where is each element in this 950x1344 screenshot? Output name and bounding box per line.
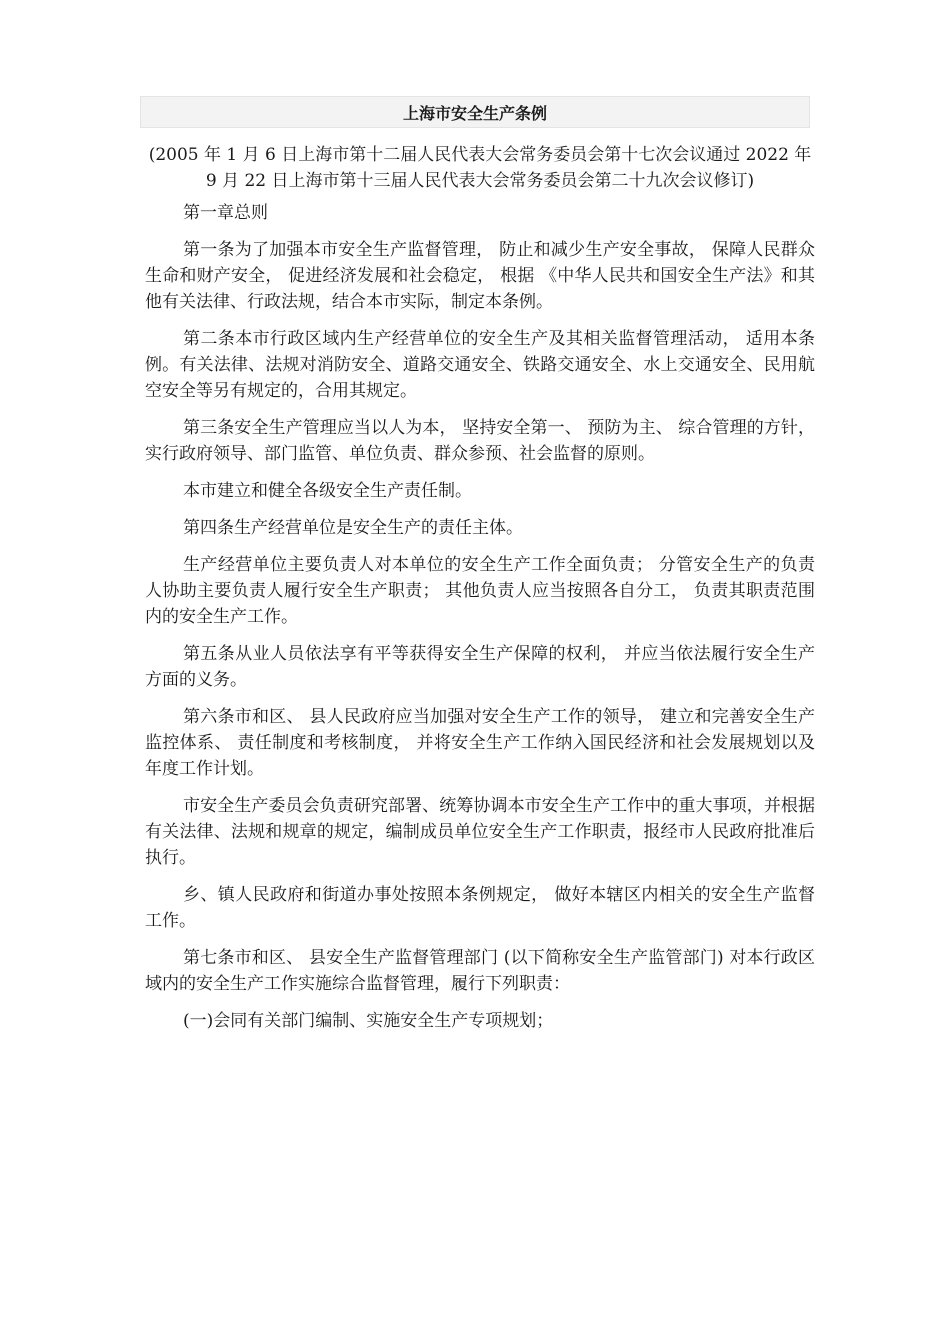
article-paragraph: 第六条市和区、 县人民政府应当加强对安全生产工作的领导， 建立和完善安全生产监控体系、 责任制度和考核制度， 并将安全生产工作纳入国民经济和社会发展规划以及年度工作计划。 (145, 707, 815, 779)
document-body (145, 142, 815, 1045)
article-paragraph: 第七条市和区、 县安全生产监督管理部门 (以下简称安全生产监管部门) 对本行政区域内的安全生产工作实施综合监督管理，履行下列职责： (145, 948, 815, 994)
article-paragraph: 乡、镇人民政府和街道办事处按照本条例规定， 做好本辖区内相关的安全生产监督工作。 (145, 885, 815, 931)
article-paragraph: 第三条安全生产管理应当以人为本， 坚持安全第一、 预防为主、 综合管理的方针，实行政府领导、部门监管、单位负责、群众参预、社会监督的原则。 (145, 418, 815, 464)
document-title-bar (140, 96, 810, 128)
article-paragraph: 第一条为了加强本市安全生产监督管理， 防止和减少生产安全事故， 保障人民群众生命和财产安全， 促进经济发展和社会稳定， 根据 《中华人民共和国安全生产法》和其他有关法律、行政法规，结合本市实际，制定本条例。 (145, 240, 815, 312)
document-title: 上海市安全生产条例 (402, 103, 547, 123)
article-paragraph: 第五条从业人员依法享有平等获得安全生产保障的权利， 并应当依法履行安全生产方面的义务。 (145, 644, 815, 690)
article-paragraph: 第四条生产经营单位是安全生产的责任主体。 (183, 518, 523, 538)
document-preamble: (2005 年 1 月 6 日上海市第十二届人民代表大会常务委员会第十七次会议通过 2022 年 9 月 22 日上海市第十三届人民代表大会常务委员会第二十九次会议修订) (148, 145, 812, 191)
article-paragraph: 本市建立和健全各级安全生产责任制。 (183, 481, 472, 501)
article-paragraph: 生产经营单位主要负责人对本单位的安全生产工作全面负责； 分管安全生产的负责人协助主要负责人履行安全生产职责； 其他负责人应当按照各自分工， 负责其职责范围内的安全生产工作。 (145, 555, 815, 627)
article-paragraph: 第二条本市行政区域内生产经营单位的安全生产及其相关监督管理活动， 适用本条例。有关法律、法规对消防安全、道路交通安全、铁路交通安全、水上交通安全、民用航空安全等另有规定的，合用其规定。 (145, 329, 815, 401)
chapter-heading: 第一章总则 (183, 203, 268, 223)
article-paragraph: 市安全生产委员会负责研究部署、统筹协调本市安全生产工作中的重大事项，并根据有关法律、法规和规章的规定，编制成员单位安全生产工作职责，报经市人民政府批准后执行。 (145, 796, 815, 868)
article-list-item: (一)会同有关部门编制、实施安全生产专项规划； (183, 1011, 554, 1031)
